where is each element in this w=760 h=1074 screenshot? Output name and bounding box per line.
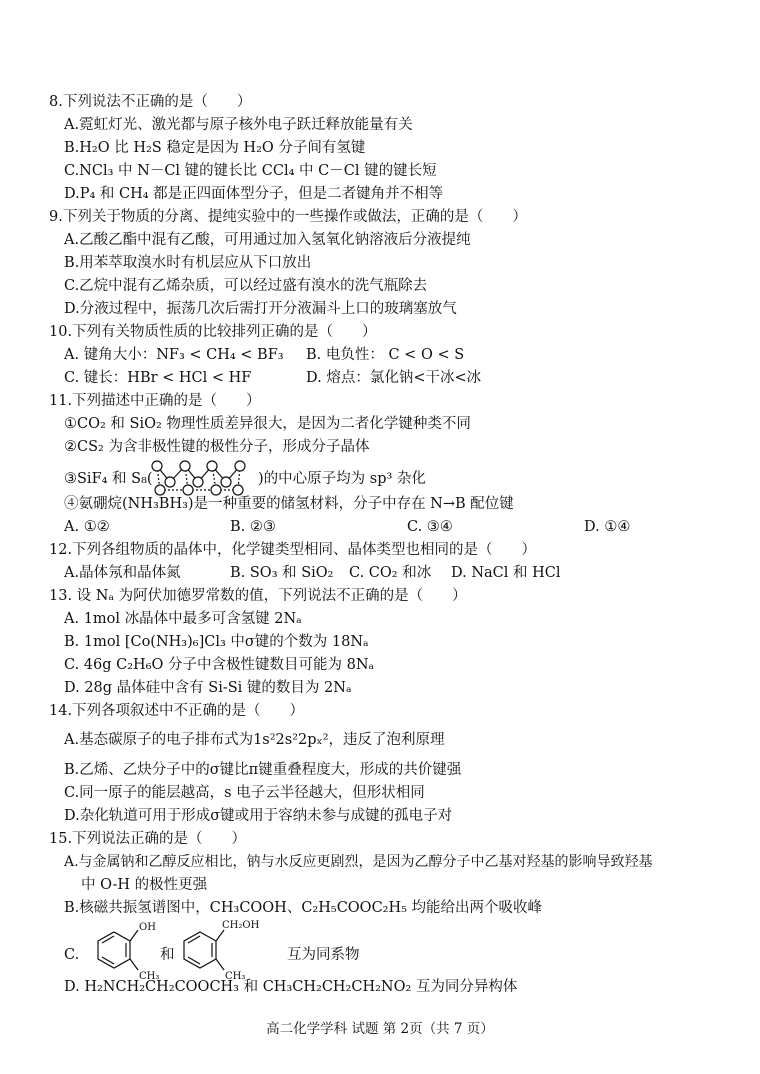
q14-option-c: C.同一原子的能层越高，s 电子云半径越大，但形状相同	[64, 785, 425, 801]
q11-option-a: A. ①②	[64, 519, 110, 535]
q11-statement-3-start: ③SiF₄ 和 S₈(	[64, 471, 153, 487]
q10-option-b: B. 电负性： C < O < S	[306, 347, 465, 363]
q15-option-c-and: 和	[160, 947, 175, 963]
q13-stem: 13. 设 Nₐ 为阿伏加德罗常数的值，下列说法不正确的是（ ）	[49, 588, 467, 604]
q14-option-b: B.乙烯、乙炔分子中的σ键比π键重叠程度大，形成的共价键强	[64, 762, 462, 778]
q11-option-b: B. ②③	[230, 519, 276, 535]
q9-option-a: A.乙酸乙酯中混有乙酸，可用通过加入氢氧化钠溶液后分液提纯	[64, 232, 471, 248]
q15-option-d: D. H₂NCH₂CH₂COOCH₃ 和 CH₃CH₂CH₂CH₂NO₂ 互为同分异构体	[64, 979, 518, 995]
c-ch3-label-b: CH₃	[225, 971, 246, 982]
q13-option-a: A. 1mol 冰晶体中最多可含氢键 2Nₐ	[64, 611, 302, 627]
methylbenzyl-alcohol-structure-icon	[180, 918, 270, 982]
q9-option-d: D.分液过程中，振荡几次后需打开分液漏斗上口的玻璃塞放气	[64, 301, 457, 317]
q10-stem: 10.下列有关物质性质的比较排列正确的是（ ）	[49, 324, 377, 340]
q12-option-d: D. NaCl 和 HCl	[451, 565, 561, 581]
q10-option-d: D. 熔点：氯化钠<干冰<冰	[306, 370, 482, 386]
q15-option-b: B.核磁共振氢谱图中，CH₃COOH、C₂H₅COOC₂H₅ 均能给出两个吸收峰	[64, 900, 543, 916]
q14-option-a: A.基态碳原子的电子排布式为1s²2s²2pₓ²，违反了泡利原理	[64, 732, 445, 748]
q14-option-d: D.杂化轨道可用于形成σ键或用于容纳未参与成键的孤电子对	[64, 808, 453, 824]
q10-option-a: A. 键角大小：NF₃ < CH₄ < BF₃	[64, 347, 284, 363]
q9-option-b: B.用苯萃取溴水时有机层应从下口放出	[64, 255, 312, 271]
c-oh-label: OH	[139, 922, 156, 933]
q15-option-c-end: 互为同系物	[287, 947, 360, 963]
q11-stem: 11.下列描述中正确的是（ ）	[49, 393, 261, 409]
q15-option-a-line2: 中 O-H 的极性更强	[81, 877, 208, 893]
q11-option-d: D. ①④	[584, 519, 631, 535]
q15-stem: 15.下列说法正确的是（ ）	[49, 831, 247, 847]
q12-option-c: C. CO₂ 和冰	[349, 565, 432, 581]
q13-option-d: D. 28g 晶体硅中含有 Si-Si 键的数目为 2Nₐ	[64, 680, 352, 696]
c-ch2oh-label: CH₂OH	[222, 920, 260, 931]
q11-statement-4: ④氨硼烷(NH₃BH₃)是一种重要的储氢材料，分子中存在 N→B 配位键	[64, 496, 514, 512]
q15-option-a-line1: A.与金属钠和乙醇反应相比，钠与水反应更剧烈，是因为乙醇分子中乙基对羟基的影响导致羟基	[64, 854, 653, 870]
q12-stem: 12.下列各组物质的晶体中，化学键类型相同、晶体类型也相同的是（ ）	[49, 542, 537, 558]
q8-option-b: B.H₂O 比 H₂S 稳定是因为 H₂O 分子间有氢键	[64, 140, 366, 156]
q15-option-c-label: C.	[64, 947, 80, 963]
q13-option-c: C. 46g C₂H₆O 分子中含极性键数目可能为 8Nₐ	[64, 657, 375, 673]
q11-statement-1: ①CO₂ 和 SiO₂ 物理性质差异很大，是因为二者化学键种类不同	[64, 416, 471, 432]
q9-option-c: C.乙烷中混有乙烯杂质，可以经过盛有溴水的洗气瓶除去	[64, 278, 428, 294]
q12-option-b: B. SO₃ 和 SiO₂	[230, 565, 334, 581]
q11-statement-2: ②CS₂ 为含非极性键的极性分子，形成分子晶体	[64, 439, 370, 455]
q9-stem: 9.下列关于物质的分离、提纯实验中的一些操作或做法，正确的是（ ）	[49, 209, 527, 225]
q14-stem: 14.下列各项叙述中不正确的是（ ）	[49, 703, 305, 719]
q8-option-a: A.霓虹灯光、激光都与原子核外电子跃迁释放能量有关	[64, 117, 413, 133]
q13-option-b: B. 1mol [Co(NH₃)₆]Cl₃ 中σ键的个数为 18Nₐ	[64, 634, 369, 650]
q8-option-c: C.NCl₃ 中 N－Cl 键的键长比 CCl₄ 中 C－Cl 键的键长短	[64, 163, 437, 179]
q10-option-c: C. 键长：HBr < HCl < HF	[64, 370, 252, 386]
o-cresol-structure-icon	[84, 918, 164, 982]
q8-option-d: D.P₄ 和 CH₄ 都是正四面体型分子，但是二者键角并不相等	[64, 186, 444, 202]
q12-option-a: A.晶体氖和晶体氮	[64, 565, 181, 581]
q8-stem: 8.下列说法不正确的是（ ）	[49, 94, 252, 110]
page-footer: 高二化学学科 试题 第 2页（共 7 页）	[266, 1021, 494, 1037]
c-ch3-label-a: CH₃	[139, 971, 160, 982]
q11-statement-3-end: )的中心原子均为 sp³ 杂化	[258, 471, 426, 487]
q11-option-c: C. ③④	[407, 519, 453, 535]
